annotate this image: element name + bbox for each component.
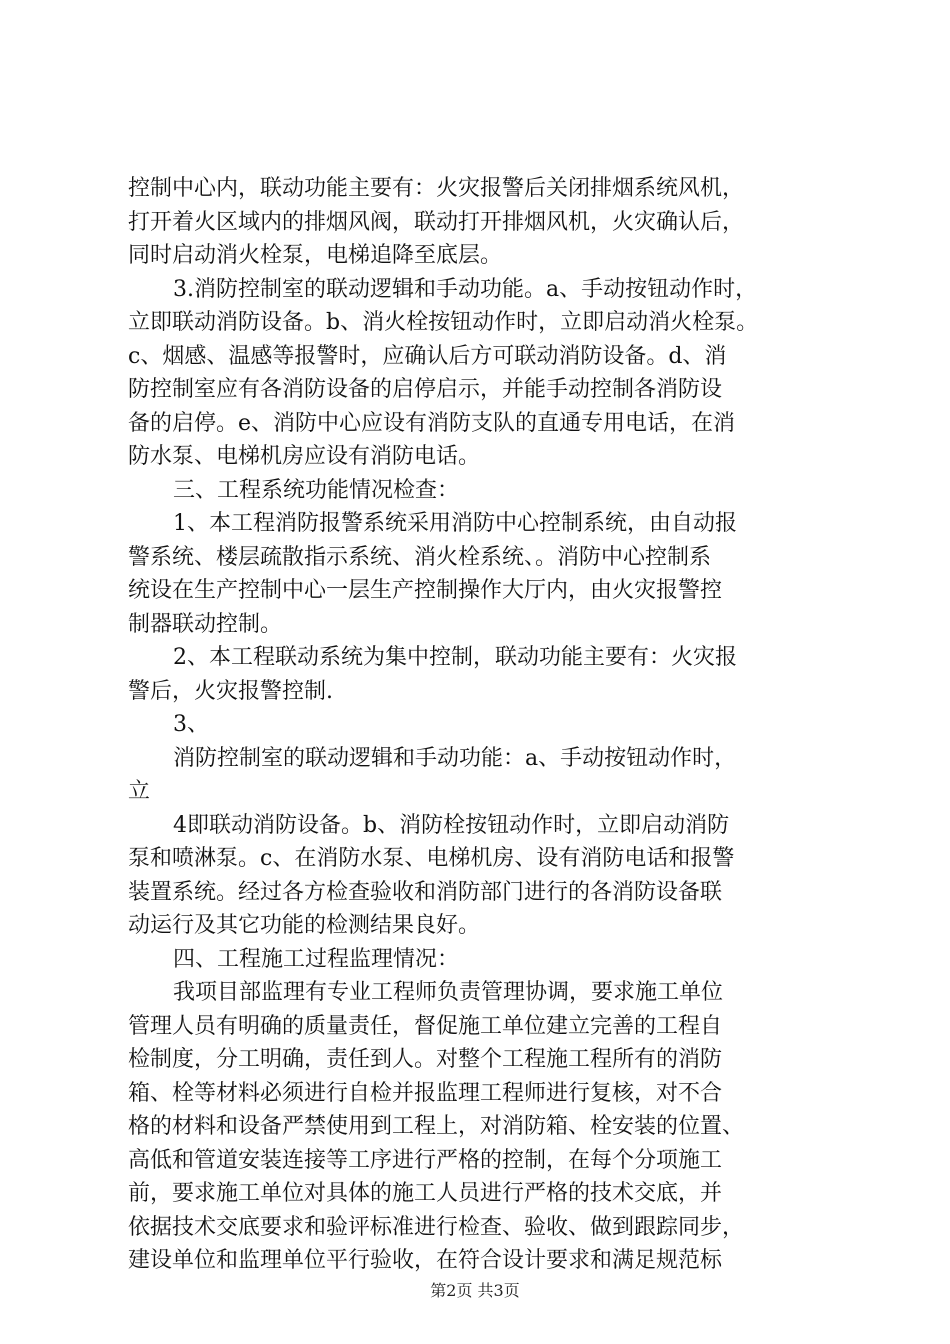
text-line: 消防控制室的联动逻辑和手动功能：a、手动按钮动作时，: [173, 745, 737, 771]
text-line: 警后，火灾报警控制.: [128, 678, 333, 704]
text-line: 同时启动消火栓泵，电梯追降至底层。: [128, 243, 503, 268]
text-line: 装置系统。经过各方检查验收和消防部门进行的各消防设备联: [128, 879, 723, 905]
text-line: 我项目部监理有专业工程师负责管理协调，要求施工单位: [173, 980, 724, 1005]
page-footer: 第2页 共3页: [430, 1281, 520, 1300]
text-line: 箱、栓等材料必须进行自检并报监理工程师进行复核，对不合: [128, 1080, 723, 1106]
text-line: 4即联动消防设备。b、消防栓按钮动作时，立即启动消防: [173, 812, 730, 838]
text-line: 格的材料和设备严禁使用到工程上，对消防箱、栓安装的位置、: [128, 1114, 745, 1139]
text-line: 建设单位和监理单位平行验收，在符合设计要求和满足规范标: [128, 1248, 723, 1273]
text-line: 制器联动控制。: [128, 611, 283, 637]
section-heading: 三、工程系统功能情况检查：: [173, 477, 460, 503]
text-line: 立: [128, 779, 151, 804]
body-text: [128, 172, 840, 1278]
text-line: 控制中心内，联动功能主要有：火灾报警后关闭排烟系统风机，: [128, 176, 745, 201]
text-line: 检制度，分工明确，责任到人。对整个工程施工程所有的消防: [128, 1047, 723, 1072]
text-line: 泵和喷淋泵。c、在消防水泵、电梯机房、设有消防电话和报警: [128, 846, 735, 871]
text-line: 2、本工程联动系统为集中控制，联动功能主要有：火灾报: [173, 645, 737, 670]
text-line: 防控制室应有各消防设备的启停启示，并能手动控制各消防设: [128, 377, 723, 402]
text-line: 打开着火区域内的排烟风阀，联动打开排烟风机，火灾确认后，: [128, 209, 745, 235]
text-line: c、烟感、温感等报警时，应确认后方可联动消防设备。d、消: [128, 343, 727, 369]
text-line: 3、: [173, 712, 209, 737]
text-line: 动运行及其它功能的检测结果良好。: [128, 913, 481, 938]
text-line: 高低和管道安装连接等工序进行严格的控制，在每个分项施工: [128, 1147, 723, 1173]
text-line: 3.消防控制室的联动逻辑和手动功能。a、手动按钮动作时，: [173, 276, 758, 302]
text-line: 前，要求施工单位对具体的施工人员进行严格的技术交底，并: [128, 1181, 723, 1206]
text-line: 立即联动消防设备。b、消火栓按钮动作时，立即启动消火栓泵。: [128, 310, 759, 335]
text-line: 统设在生产控制中心一层生产控制操作大厅内，由火灾报警控: [128, 578, 723, 603]
text-line: 管理人员有明确的质量责任，督促施工单位建立完善的工程自: [128, 1013, 723, 1039]
text-line: 防水泵、电梯机房应设有消防电话。: [128, 444, 481, 469]
text-line: 1、本工程消防报警系统采用消防中心控制系统，由自动报: [173, 511, 737, 536]
text-line: 备的启停。e、消防中心应设有消防支队的直通专用电话，在消: [128, 410, 736, 436]
text-line: 警系统、楼层疏散指示系统、消火栓系统、。消防中心控制系: [128, 544, 712, 570]
section-heading: 四、工程施工过程监理情况：: [173, 946, 460, 972]
text-line: 依据技术交底要求和验评标准进行检查、验收、做到跟踪同步，: [128, 1214, 745, 1240]
